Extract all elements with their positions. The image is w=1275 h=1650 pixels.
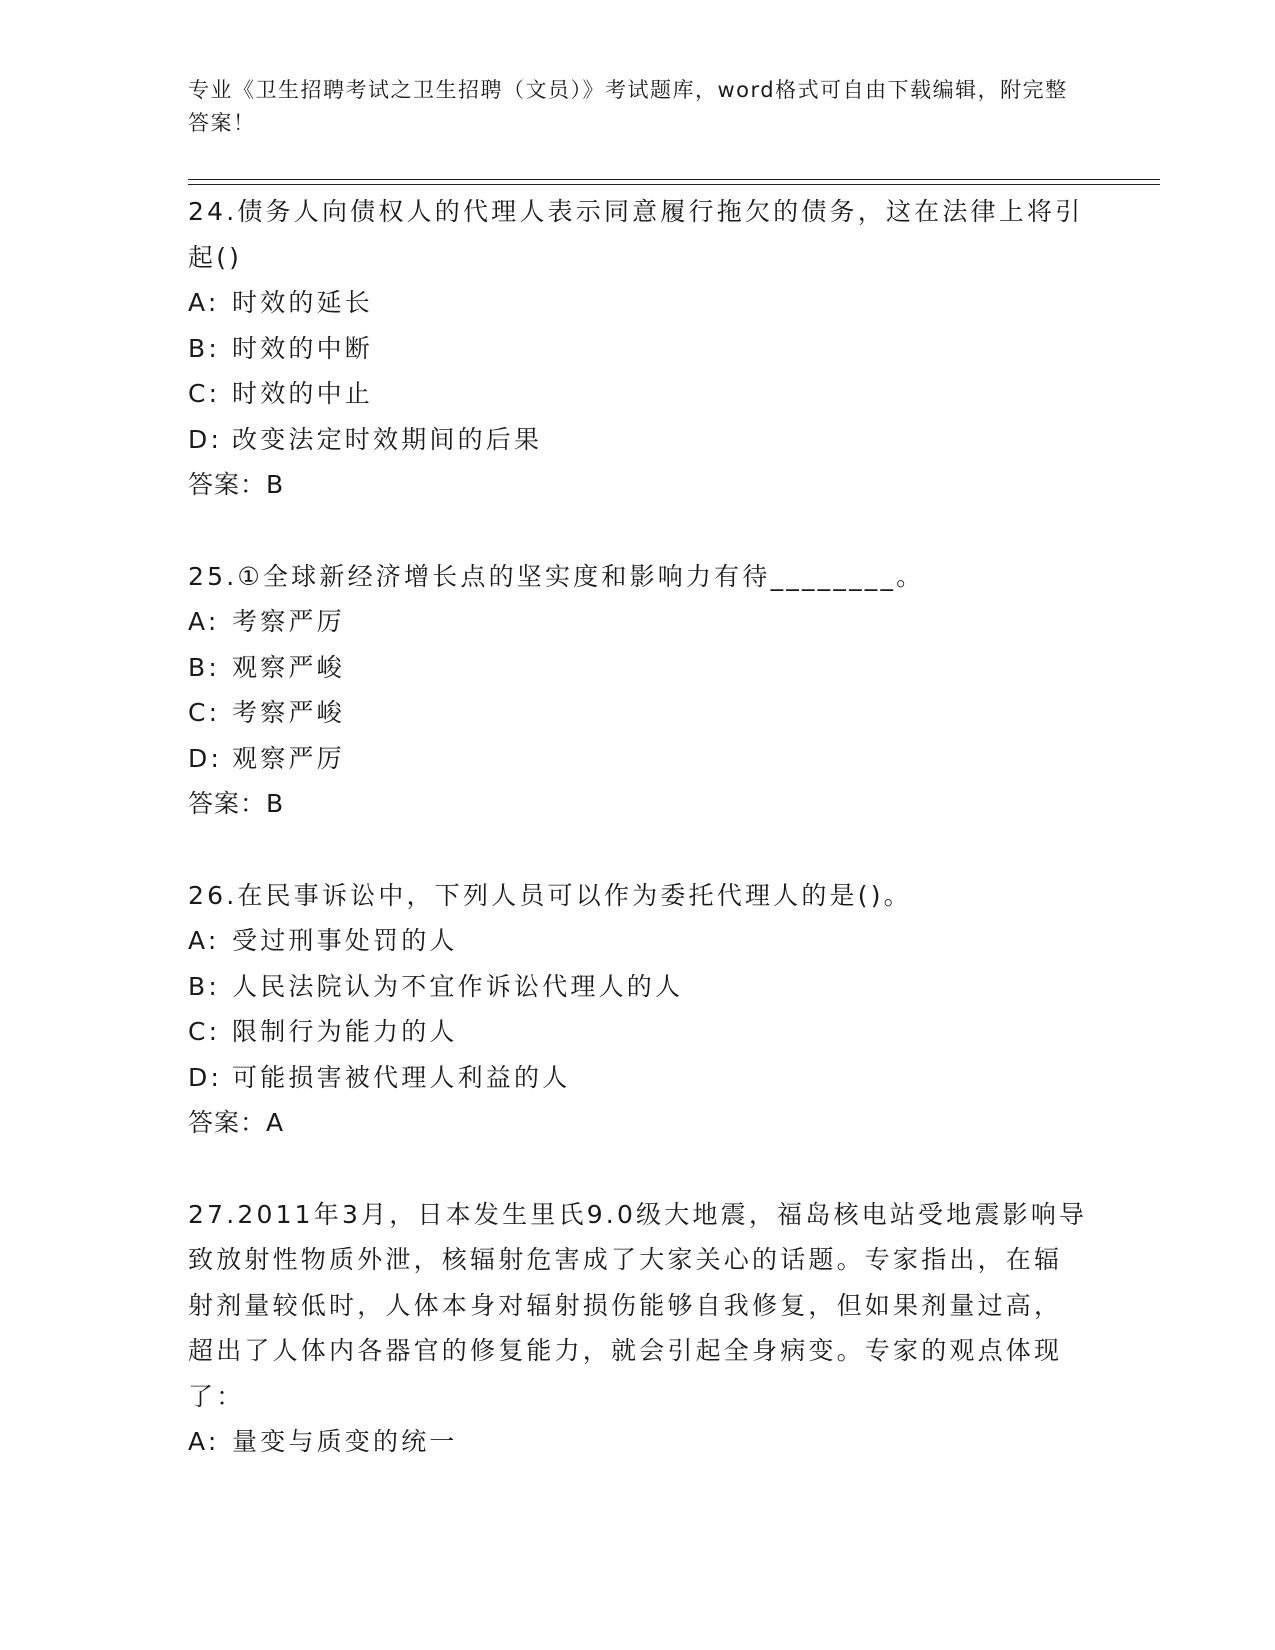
option-key: B: [188,333,220,363]
option-key: D: [188,1062,223,1092]
option-text: 人民法院认为不宜作诉讼代理人的人 [232,971,684,1001]
question-stem: 24.债务人向债权人的代理人表示同意履行拖欠的债务，这在法律上将引起() [188,197,1084,272]
option-text: 时效的中断 [232,333,374,363]
option-b [188,964,1088,1010]
option-a [188,599,1088,645]
question-stem: 27.2011年3月，日本发生里氏9.0级大地震，福岛核电站受地震影响导致放射性物质外泄，核辐射危害成了大家关心的话题。专家指出，在辐射剂量较低时，人体本身对辐射损伤能够自我修复，但如果剂量过高，超出了人体内各器官的修复能力，就会引起全身病变。专家的观点体现了： [188,1199,1088,1411]
option-a [188,280,1088,326]
option-a [188,918,1088,964]
option-c [188,1009,1088,1055]
option-text: 考察严峻 [232,698,345,727]
option-d [188,1055,1088,1101]
option-key: C: [188,1017,221,1046]
answer: 答案：B [188,470,285,499]
option-key: A: [188,288,220,317]
option-text: 量变与质变的统一 [232,1427,458,1456]
option-text: 时效的延长 [232,288,374,317]
option-b [188,645,1088,691]
option-key: A: [188,1427,220,1456]
option-text: 观察严厉 [232,743,345,773]
option-text: 受过刑事处罚的人 [232,926,458,955]
option-c [188,371,1088,417]
option-key: B: [188,652,220,682]
question-26 [188,873,1088,1146]
option-c [188,690,1088,736]
answer: 答案：B [188,789,285,818]
option-d [188,417,1088,463]
option-text: 观察严峻 [232,652,345,682]
option-key: B: [188,971,220,1001]
question-list [188,189,1088,1465]
header-divider-bottom [188,184,1160,185]
option-key: D: [188,424,223,454]
question-stem: 26.在民事诉讼中，下列人员可以作为委托代理人的是()。 [188,880,912,910]
option-d [188,736,1088,782]
question-stem: 25.①全球新经济增长点的坚实度和影响力有待________。 [188,561,925,591]
question-27 [188,1192,1088,1465]
option-key: A: [188,607,220,636]
answer: 答案：A [188,1108,285,1137]
question-24 [188,189,1088,508]
option-text: 时效的中止 [232,379,374,408]
option-b [188,326,1088,372]
option-key: A: [188,926,220,955]
question-25 [188,554,1088,827]
option-text: 改变法定时效期间的后果 [232,424,543,454]
header-divider-top [188,179,1160,180]
option-text: 考察严厉 [232,607,345,636]
option-a [188,1419,1088,1465]
option-key: D: [188,743,223,773]
option-key: C: [188,698,221,727]
document-header: 专业《卫生招聘考试之卫生招聘（文员）》考试题库，word格式可自由下载编辑，附完整答案！ [188,78,1068,135]
option-key: C: [188,379,221,408]
option-text: 可能损害被代理人利益的人 [232,1062,571,1092]
option-text: 限制行为能力的人 [232,1017,458,1046]
